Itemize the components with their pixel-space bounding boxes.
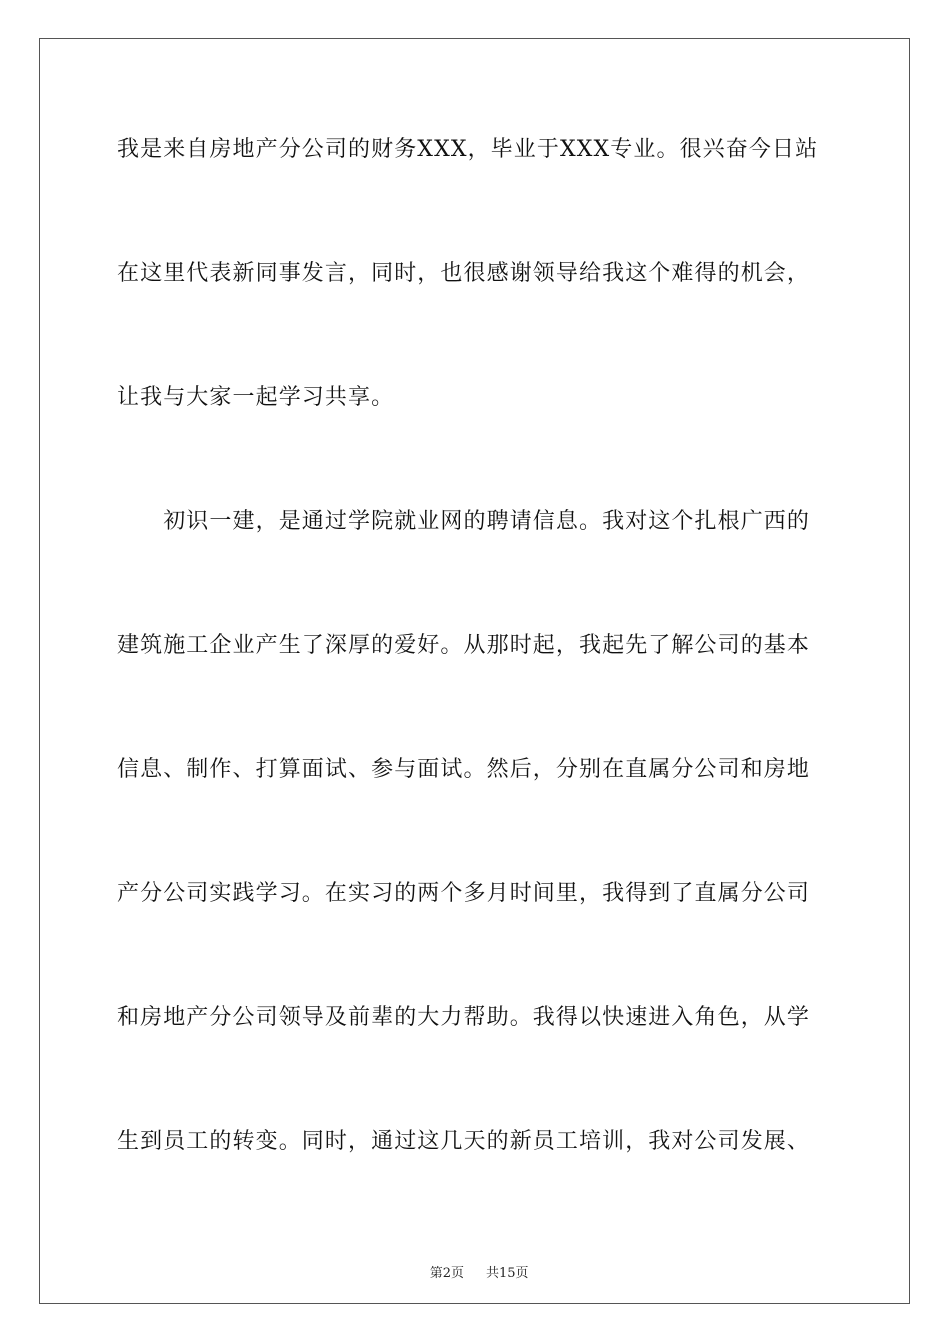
text-line: 和房地产分公司领导及前辈的大力帮助。我得以快速进入角色，从学 [117, 1005, 811, 1030]
text-line: 信息、制作、打算面试、参与面试。然后，分别在直属分公司和房地 [117, 757, 811, 782]
text-line: 我是来自房地产分公司的财务XXX，毕业于XXX专业。很兴奋今日站 [117, 137, 819, 162]
text-line: 初识一建，是通过学院就业网的聘请信息。我对这个扎根广西的 [117, 509, 811, 534]
page-frame [39, 38, 910, 1304]
text-line: 建筑施工企业产生了深厚的爱好。从那时起，我起先了解公司的基本 [117, 633, 811, 658]
page-footer [0, 1247, 950, 1283]
text-line: 产分公司实践学习。在实习的两个多月时间里，我得到了直属分公司 [117, 881, 811, 906]
text-line: 生到员工的转变。同时，通过这几天的新员工培训，我对公司发展、 [117, 1129, 811, 1154]
text-line: 让我与大家一起学习共享。 [117, 385, 395, 410]
text-line: 在这里代表新同事发言，同时，也很感谢领导给我这个难得的机会， [117, 261, 811, 286]
page-number: 第2页 [429, 1266, 464, 1281]
page-total: 共15页 [486, 1266, 529, 1281]
